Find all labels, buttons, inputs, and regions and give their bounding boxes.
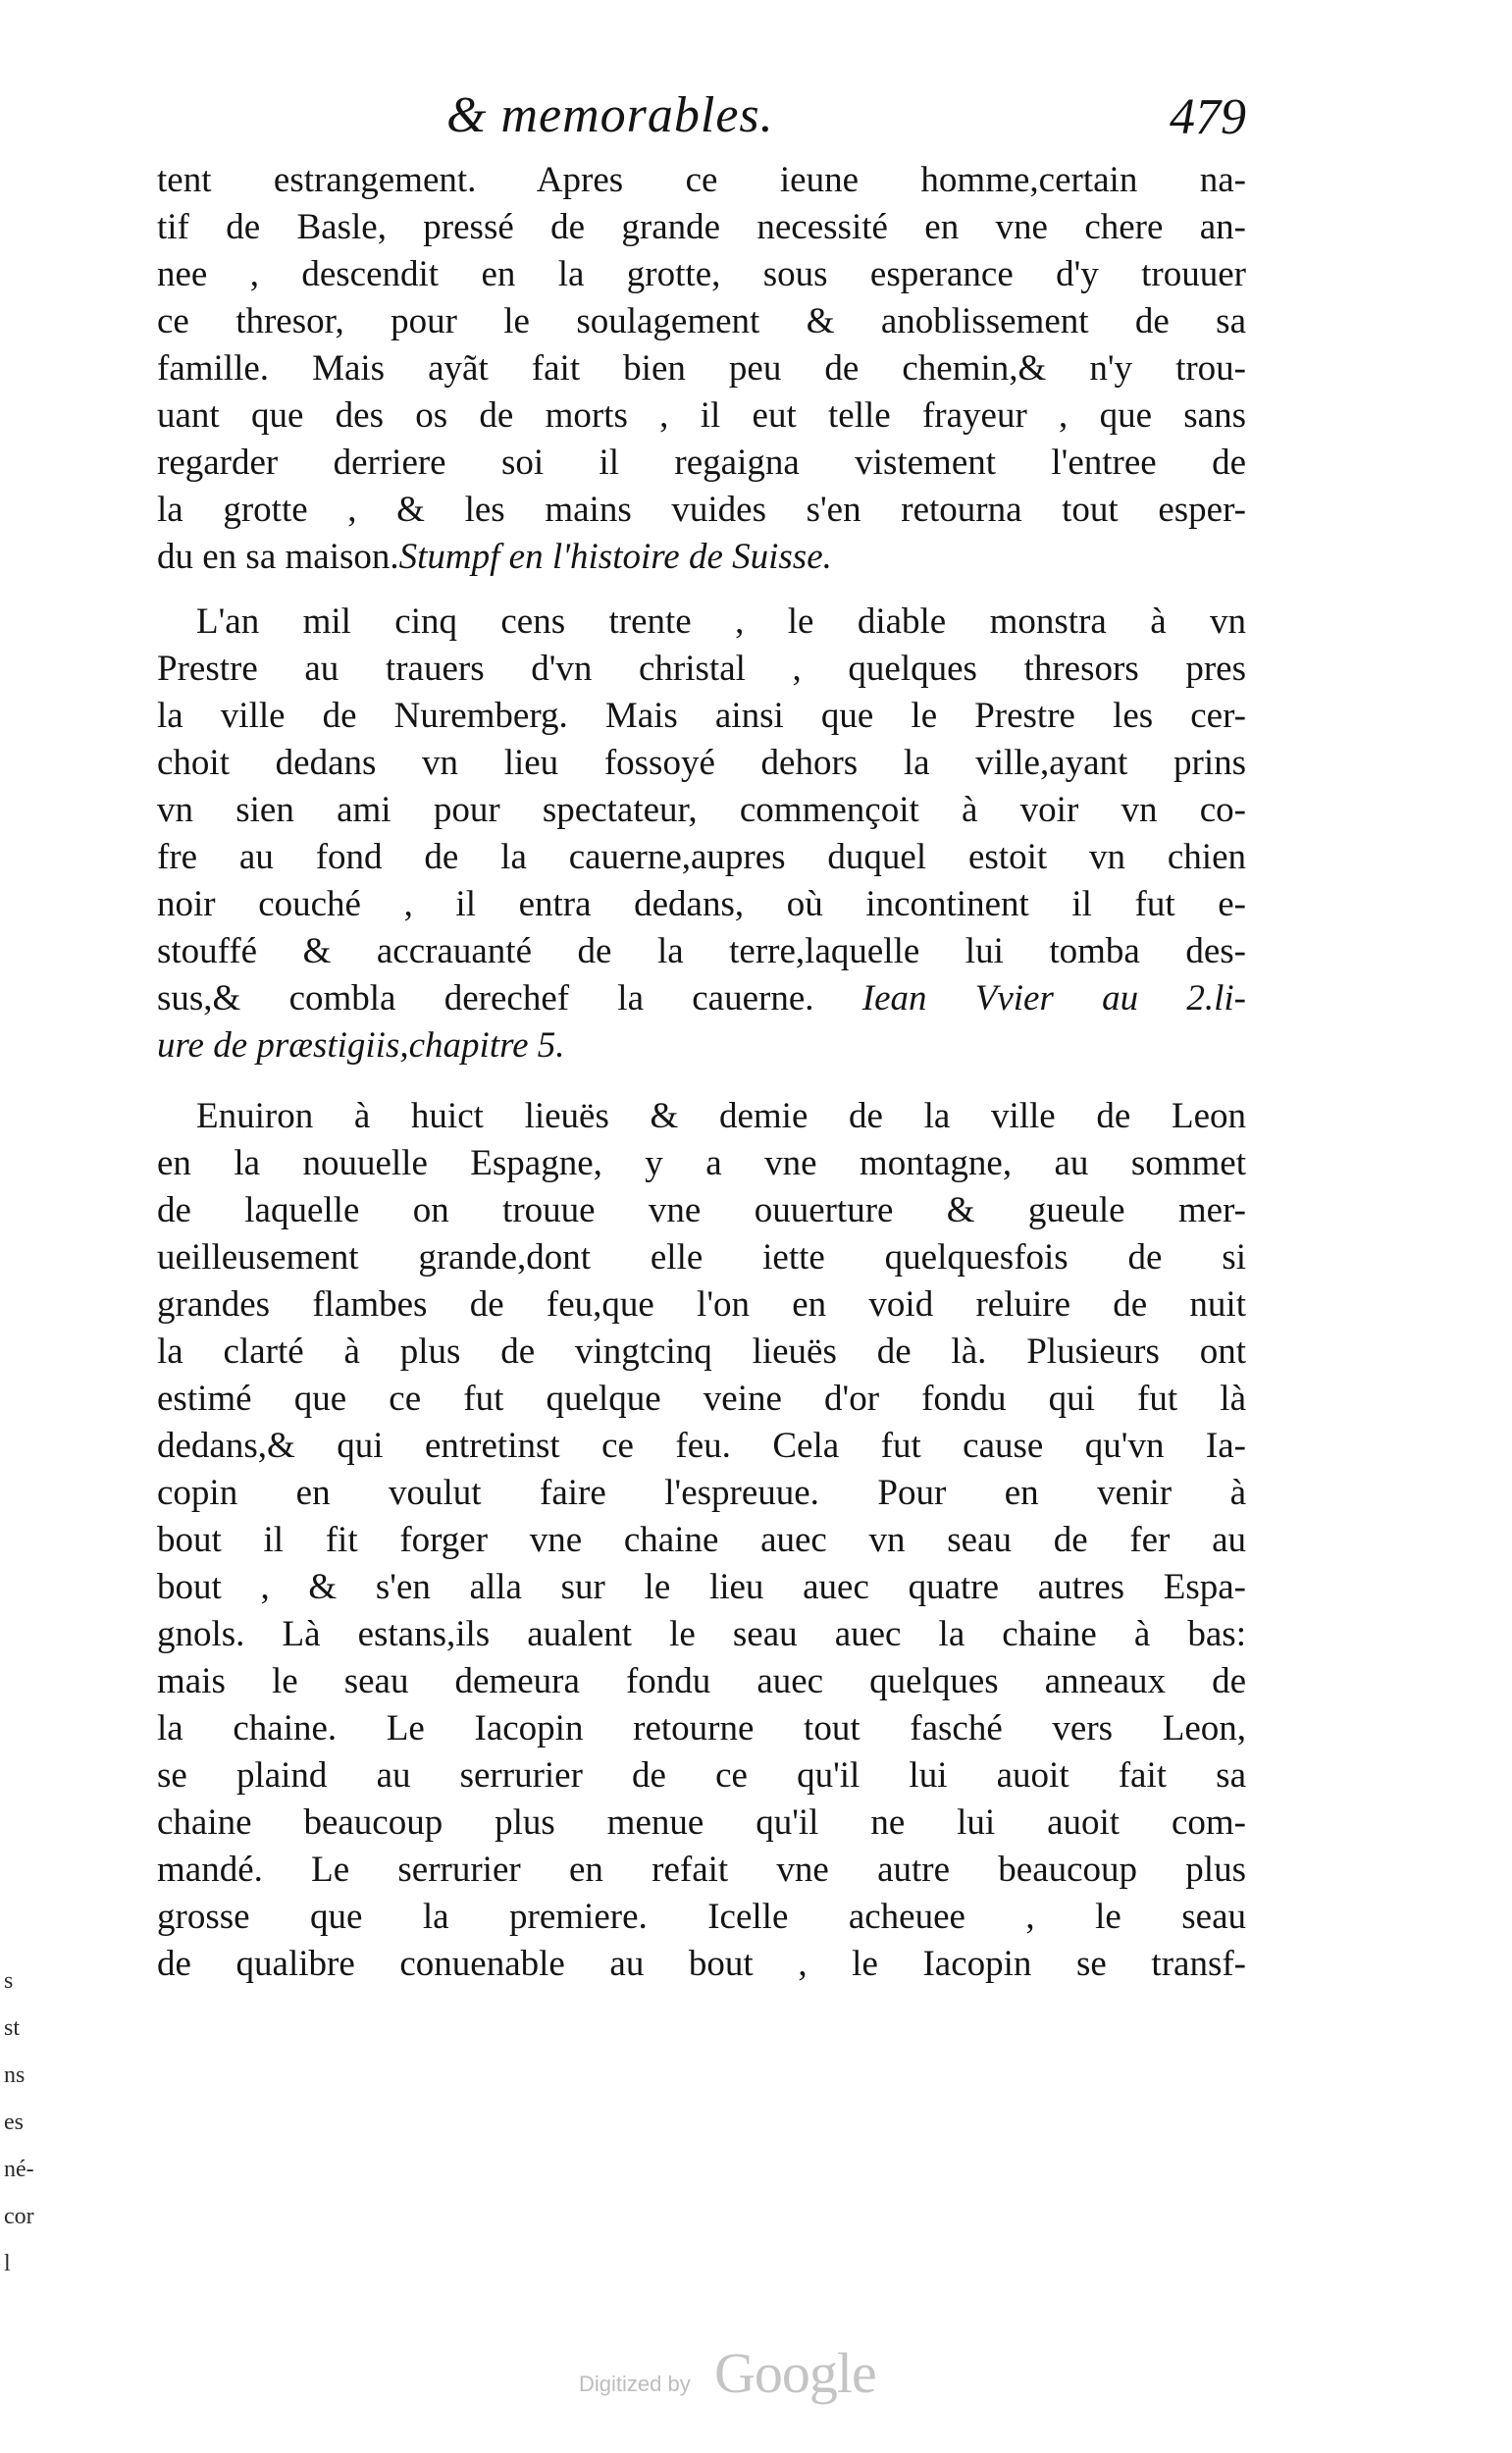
text-line: ce thresor, pour le soulagement & anoblissement de sa <box>157 301 1246 341</box>
text-line: tent estrangement. Apres ce ieune homme,certain na- <box>157 160 1246 200</box>
text-line: regarder derriere soi il regaigna vistement l'entree de <box>157 443 1246 483</box>
source-citation: Stumpf en l'histoire de Suisse. <box>398 537 832 577</box>
page-header <box>157 86 1246 155</box>
text-fragment: du en sa maison. <box>157 537 399 577</box>
digitized-by-text: Digitized by <box>579 2372 691 2396</box>
text-line: copin en voulut faire l'espreuue. Pour en venir à <box>157 1473 1246 1513</box>
page-number: 479 <box>1170 89 1246 145</box>
text-line: stouffé & accrauanté de la terre,laquelle lui tomba des- <box>157 931 1246 971</box>
text-line: grandes flambes de feu,que l'on en void reluire de nuit <box>157 1284 1246 1325</box>
text-line: fre au fond de la cauerne,aupres duquel estoit vn chien <box>157 837 1246 877</box>
text-line: gnols. Là estans,ils aualent le seau auec la chaine à bas: <box>157 1614 1246 1654</box>
body-text <box>157 157 1246 2006</box>
text-line: nee , descendit en la grotte, sous esperance d'y trouuer <box>157 254 1246 294</box>
margin-fragment: l <box>4 2251 11 2276</box>
paragraph-2 <box>157 599 1246 1070</box>
text-line: la clarté à plus de vingtcinq lieuës de là. Plusieurs ont <box>157 1331 1246 1372</box>
paragraph-1 <box>157 157 1246 581</box>
text-line: se plaind au serrurier de ce qu'il lui auoit fait sa <box>157 1755 1246 1796</box>
text-line: dedans,& qui entretinst ce feu. Cela fut cause qu'vn Ia- <box>157 1426 1246 1466</box>
text-line: mandé. Le serrurier en refait vne autre beaucoup plus <box>157 1850 1246 1890</box>
paragraph-3 <box>157 1093 1246 1988</box>
google-logo: Google <box>714 2341 876 2405</box>
source-citation: Iean Vvier au 2.li- <box>861 978 1246 1018</box>
digitization-watermark <box>579 2330 932 2419</box>
left-margin-fragments <box>4 1957 39 2287</box>
text-line: choit dedans vn lieu fossoyé dehors la ville,ayant prins <box>157 743 1246 783</box>
text-line <box>157 534 1246 581</box>
text-line: Prestre au trauers d'vn christal , quelques thresors pres <box>157 649 1246 689</box>
text-line: bout , & s'en alla sur le lieu auec quatre autres Espa- <box>157 1567 1246 1607</box>
text-line: uant que des os de morts , il eut telle frayeur , que sans <box>157 395 1246 436</box>
text-line: vn sien ami pour spectateur, commençoit à voir vn co- <box>157 790 1246 830</box>
text-line: grosse que la premiere. Icelle acheuee , le seau <box>157 1897 1246 1937</box>
text-line: famille. Mais ayãt fait bien peu de chemin,& n'y trou- <box>157 348 1246 389</box>
text-line: en la nouuelle Espagne, y a vne montagne, au sommet <box>157 1143 1246 1183</box>
text-line: Enuiron à huict lieuës & demie de la ville de Leon <box>196 1096 1246 1136</box>
text-line: tif de Basle, pressé de grande necessité en vne chere an- <box>157 207 1246 247</box>
margin-fragment: s <box>4 1968 14 1994</box>
text-line: la chaine. Le Iacopin retourne tout fasché vers Leon, <box>157 1708 1246 1748</box>
text-line: de laquelle on trouue vne ouuerture & gueule mer- <box>157 1190 1246 1230</box>
text-line: noir couché , il entra dedans, où incontinent il fut e- <box>157 884 1246 924</box>
text-line: chaine beaucoup plus menue qu'il ne lui auoit com- <box>157 1802 1246 1843</box>
text-line: bout il fit forger vne chaine auec vn seau de fer au <box>157 1520 1246 1560</box>
running-title: & memorables. <box>446 87 774 143</box>
margin-fragment: né- <box>4 2157 34 2182</box>
margin-fragment: ns <box>4 2062 26 2088</box>
text-line: mais le seau demeura fondu auec quelques anneaux de <box>157 1661 1246 1701</box>
text-line: de qualibre conuenable au bout , le Iacopin se transf- <box>157 1944 1246 1984</box>
margin-fragment: cor <box>4 2204 34 2229</box>
text-line: ueilleusement grande,dont elle iette quelquesfois de si <box>157 1237 1246 1278</box>
text-line: la grotte , & les mains vuides s'en retourna tout esper- <box>157 490 1246 530</box>
text-line <box>157 975 1246 1022</box>
margin-fragment: es <box>4 2110 24 2135</box>
text-line: L'an mil cinq cens trente , le diable monstra à vn <box>196 601 1246 642</box>
text-line: estimé que ce fut quelque veine d'or fondu qui fut là <box>157 1379 1246 1419</box>
source-citation: ure de præstigiis,chapitre 5. <box>157 1025 565 1066</box>
margin-fragment: st <box>4 2015 21 2041</box>
text-line: la ville de Nuremberg. Mais ainsi que le Prestre les cer- <box>157 696 1246 736</box>
text-fragment: sus,& combla derechef la cauerne. <box>157 978 814 1018</box>
